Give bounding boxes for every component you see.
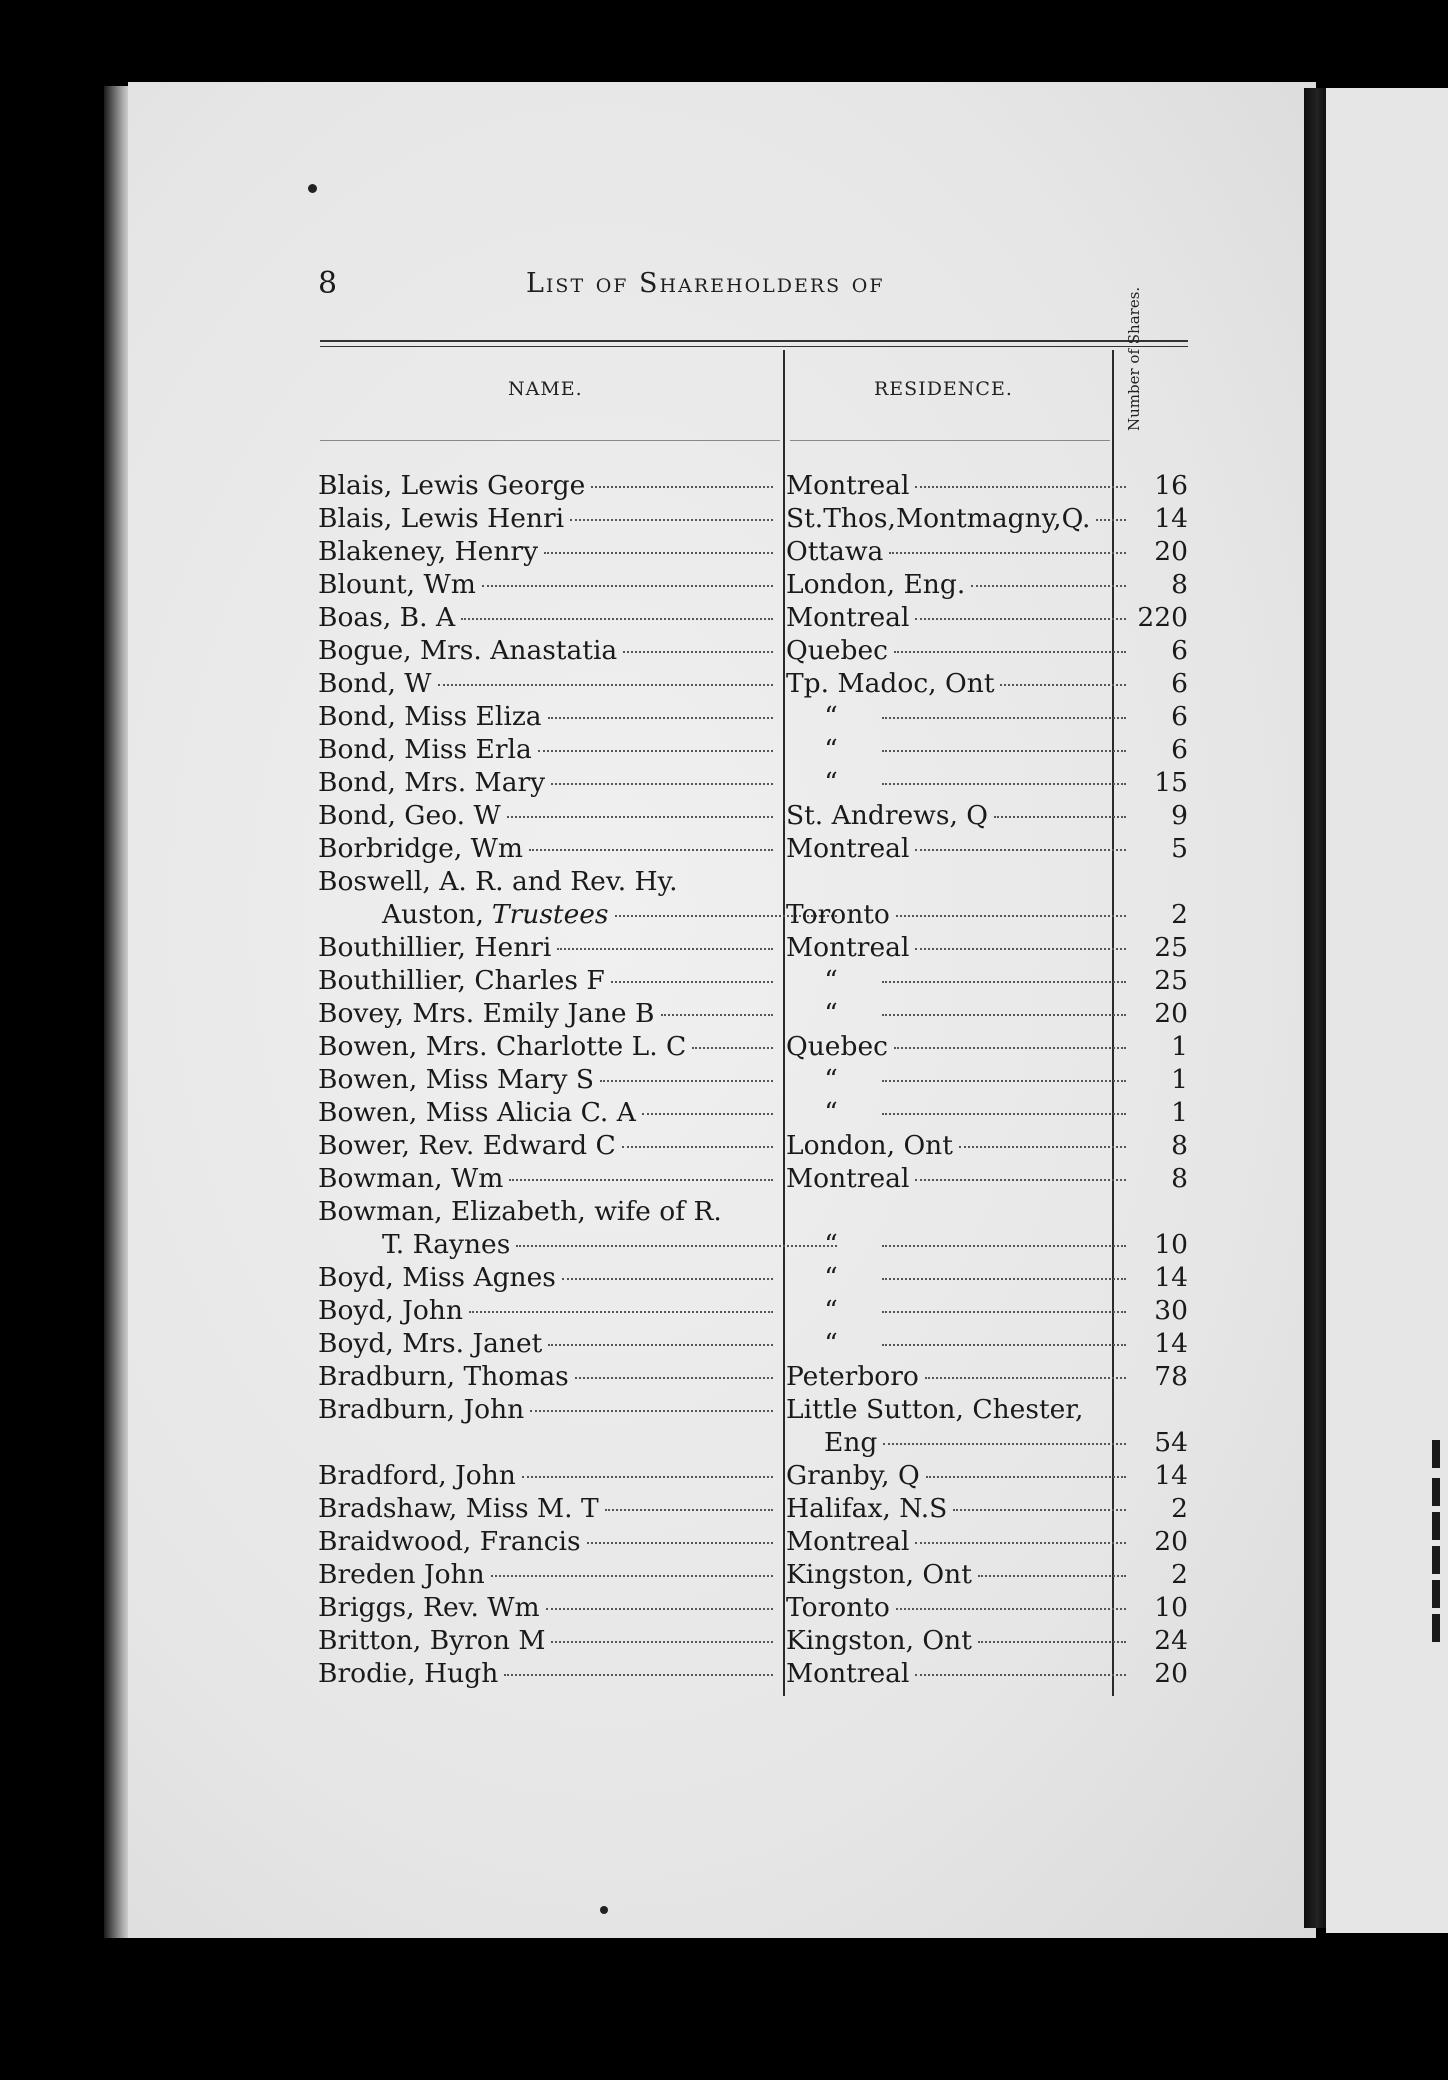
shareholder-residence	[786, 800, 1426, 831]
shareholder-residence-text: “	[824, 1295, 838, 1326]
shareholder-shares: 2	[1171, 1559, 1188, 1590]
dot-leader	[551, 783, 773, 785]
dot-leader	[551, 1641, 773, 1643]
table-row	[318, 1658, 1188, 1691]
dot-leader	[882, 1245, 1126, 1247]
shareholder-residence-text: London, Ont	[786, 1130, 953, 1161]
table-row	[318, 866, 1188, 899]
table-row	[318, 1559, 1188, 1592]
table-row	[318, 1031, 1188, 1064]
shareholder-name	[318, 1592, 773, 1623]
shareholder-name-text: Bradburn, Thomas	[318, 1361, 569, 1392]
shareholder-name-text: Bowen, Miss Alicia C. A	[318, 1097, 636, 1128]
shareholder-name	[318, 470, 773, 501]
shareholder-residence	[786, 767, 1426, 798]
shareholder-name-text: Boyd, John	[318, 1295, 463, 1326]
shareholder-shares: 14	[1154, 1328, 1188, 1359]
shareholder-residence	[786, 833, 1426, 864]
dot-leader	[557, 948, 773, 950]
dot-leader	[915, 1542, 1126, 1544]
dot-leader	[529, 849, 773, 851]
shareholder-name-text: Britton, Byron M	[318, 1625, 546, 1656]
dot-leader	[509, 1179, 773, 1181]
shareholder-name-text: Braidwood, Francis	[318, 1526, 581, 1557]
dot-leader	[611, 981, 773, 983]
shareholder-name	[318, 1526, 773, 1557]
dot-leader	[544, 552, 773, 554]
shareholder-name-text: Bond, W	[318, 668, 432, 699]
table-row	[318, 470, 1188, 503]
table-row	[318, 932, 1188, 965]
dot-leader	[882, 1278, 1126, 1280]
shareholder-shares: 14	[1154, 503, 1188, 534]
adjacent-page-mark	[1432, 1546, 1440, 1574]
shareholder-name	[318, 1328, 773, 1359]
dot-leader	[642, 1113, 773, 1115]
column-header-underline	[790, 440, 1110, 441]
dot-leader	[978, 1641, 1126, 1643]
shareholder-residence	[786, 1064, 1426, 1095]
dot-leader	[882, 981, 1126, 983]
book-gutter	[104, 86, 130, 1938]
table-row	[318, 1163, 1188, 1196]
shareholder-name-text: Boas, B. A	[318, 602, 456, 633]
shareholder-shares: 14	[1154, 1262, 1188, 1293]
shareholder-residence	[786, 1559, 1426, 1590]
table-row	[318, 899, 1188, 932]
table-row	[318, 701, 1188, 734]
shareholder-name	[318, 536, 773, 567]
dot-leader	[623, 651, 773, 653]
shareholder-residence-text: Montreal	[786, 833, 910, 864]
shareholder-residence	[786, 470, 1426, 501]
shareholder-residence	[786, 1031, 1426, 1062]
shareholder-name-text: Boyd, Miss Agnes	[318, 1262, 556, 1293]
dot-leader	[622, 1146, 773, 1148]
shareholder-residence-text: Montreal	[786, 1658, 910, 1689]
shareholder-residence-text: St. Andrews, Q	[786, 800, 989, 831]
shareholder-name	[318, 1031, 773, 1062]
dot-leader	[548, 1344, 773, 1346]
dot-leader	[915, 486, 1126, 488]
table-row	[318, 635, 1188, 668]
shareholder-residence-text: Ottawa	[786, 536, 884, 567]
dot-leader	[546, 1608, 773, 1610]
running-head: List of Shareholders of	[526, 268, 885, 299]
table-row	[318, 965, 1188, 998]
table-row	[318, 1361, 1188, 1394]
shareholder-residence-text: “	[824, 1229, 838, 1260]
shareholder-shares: 8	[1171, 569, 1188, 600]
shareholder-name	[318, 668, 773, 699]
shareholder-residence-text: St.Thos,Montmagny,Q.	[786, 503, 1091, 534]
dot-leader	[522, 1476, 773, 1478]
shareholder-shares: 6	[1171, 668, 1188, 699]
table-row	[318, 1427, 1188, 1460]
shareholder-name	[318, 1625, 773, 1656]
table-row	[318, 1526, 1188, 1559]
dot-leader	[600, 1080, 773, 1082]
dot-leader	[538, 750, 773, 752]
shareholder-shares: 8	[1171, 1130, 1188, 1161]
shareholder-name	[318, 1394, 773, 1425]
shareholder-shares: 1	[1171, 1064, 1188, 1095]
shareholder-name-text: T. Raynes	[382, 1229, 511, 1260]
table-row	[318, 1592, 1188, 1625]
table-row	[318, 1625, 1188, 1658]
shareholder-shares: 25	[1154, 965, 1188, 996]
dot-leader	[994, 816, 1126, 818]
shareholder-name	[318, 734, 773, 765]
shareholder-name	[318, 1295, 773, 1326]
shareholder-residence-text: “	[824, 734, 838, 765]
table-row	[318, 1394, 1188, 1427]
ink-speck	[308, 184, 317, 193]
table-row	[318, 1196, 1188, 1229]
shareholder-name	[318, 767, 773, 798]
shareholder-residence-text: Tp. Madoc, Ont	[786, 668, 995, 699]
dot-leader	[882, 1113, 1126, 1115]
shareholder-shares: 6	[1171, 734, 1188, 765]
dot-leader	[915, 1179, 1126, 1181]
shareholder-shares: 10	[1154, 1592, 1188, 1623]
dot-leader	[925, 1377, 1126, 1379]
table-row	[318, 503, 1188, 536]
shareholder-shares: 220	[1137, 602, 1188, 633]
dot-leader	[530, 1410, 773, 1412]
header-rule-bottom	[320, 346, 1188, 347]
dot-leader	[896, 915, 1126, 917]
shareholder-name-text: Bond, Mrs. Mary	[318, 767, 546, 798]
shareholder-residence	[786, 503, 1426, 534]
shareholder-residence	[786, 1262, 1426, 1293]
shareholder-name	[318, 1262, 773, 1293]
shareholder-name-qualifier: Trustees	[491, 899, 609, 930]
dot-leader	[507, 816, 773, 818]
table-row	[318, 1229, 1188, 1262]
dot-leader	[605, 1509, 773, 1511]
shareholder-name-text: Boyd, Mrs. Janet	[318, 1328, 543, 1359]
dot-leader	[926, 1476, 1126, 1478]
table-row	[318, 1064, 1188, 1097]
adjacent-page-mark	[1432, 1478, 1440, 1506]
shareholder-residence	[786, 1163, 1426, 1194]
shareholder-name	[318, 1097, 773, 1128]
table-row	[318, 1493, 1188, 1526]
shareholder-residence	[786, 602, 1426, 633]
shareholder-shares: 24	[1154, 1625, 1188, 1656]
shareholder-shares: 14	[1154, 1460, 1188, 1491]
dot-leader	[882, 1311, 1126, 1313]
table-row	[318, 1262, 1188, 1295]
shareholder-name-text: Brodie, Hugh	[318, 1658, 499, 1689]
shareholder-name	[318, 833, 773, 864]
shareholder-name-text: Auston,	[382, 899, 484, 930]
shareholder-name	[318, 965, 773, 996]
shareholder-residence	[786, 1295, 1426, 1326]
dot-leader	[491, 1575, 773, 1577]
shareholder-name	[318, 1064, 773, 1095]
table-row	[318, 569, 1188, 602]
shareholder-name-text: Blais, Lewis George	[318, 470, 586, 501]
shareholder-name-text: Bond, Miss Erla	[318, 734, 532, 765]
shareholder-residence	[786, 932, 1426, 963]
table-row	[318, 800, 1188, 833]
shareholder-residence	[786, 1328, 1426, 1359]
shareholder-shares: 8	[1171, 1163, 1188, 1194]
shareholder-residence-text: Toronto	[786, 1592, 890, 1623]
dot-leader	[591, 486, 773, 488]
dot-leader	[562, 1278, 773, 1280]
dot-leader	[971, 585, 1126, 587]
dot-leader	[570, 519, 773, 521]
shareholder-name	[318, 1361, 773, 1392]
table-row	[318, 1460, 1188, 1493]
column-header-name: NAME.	[508, 378, 583, 400]
shareholder-residence	[786, 1658, 1426, 1689]
shareholder-name-text: Bond, Geo. W	[318, 800, 501, 831]
shareholder-name	[318, 800, 773, 831]
shareholder-residence	[786, 536, 1426, 567]
shareholder-residence-text: Montreal	[786, 602, 910, 633]
dot-leader	[438, 684, 773, 686]
shareholder-residence	[786, 1229, 1426, 1260]
shareholder-residence-text: “	[824, 998, 838, 1029]
shareholder-shares: 16	[1154, 470, 1188, 501]
shareholder-residence	[786, 1625, 1426, 1656]
shareholder-shares: 20	[1154, 1658, 1188, 1689]
shareholder-residence-text: Montreal	[786, 932, 910, 963]
dot-leader	[915, 948, 1126, 950]
shareholder-shares: 20	[1154, 1526, 1188, 1557]
shareholder-shares: 15	[1154, 767, 1188, 798]
dot-leader	[915, 618, 1126, 620]
header-rule-top	[320, 340, 1188, 342]
dot-leader	[1000, 684, 1126, 686]
dot-leader	[953, 1509, 1126, 1511]
shareholder-table	[318, 470, 1188, 1691]
shareholder-residence	[786, 1460, 1426, 1491]
shareholder-residence-text: Halifax, N.S	[786, 1493, 948, 1524]
shareholder-name-text: Blount, Wm	[318, 569, 476, 600]
shareholder-name	[318, 1460, 773, 1491]
shareholder-name	[318, 602, 773, 633]
shareholder-residence-text: Granby, Q	[786, 1460, 920, 1491]
adjacent-page-mark	[1432, 1580, 1440, 1608]
shareholder-residence	[786, 635, 1426, 666]
ink-speck	[600, 1906, 608, 1914]
shareholder-residence-text: Little Sutton, Chester,	[786, 1394, 1084, 1425]
shareholder-name-text: Bowen, Mrs. Charlotte L. C	[318, 1031, 687, 1062]
shareholder-residence	[786, 965, 1426, 996]
shareholder-shares: 30	[1154, 1295, 1188, 1326]
shareholder-name-text: Blais, Lewis Henri	[318, 503, 565, 534]
shareholder-name	[318, 932, 773, 963]
shareholder-residence-text: “	[824, 1097, 838, 1128]
table-row	[318, 602, 1188, 635]
shareholder-name	[318, 701, 773, 732]
dot-leader	[461, 618, 773, 620]
table-row	[318, 1328, 1188, 1361]
shareholder-residence	[786, 1097, 1426, 1128]
shareholder-name-text: Bradshaw, Miss M. T	[318, 1493, 599, 1524]
shareholder-residence-text: “	[824, 701, 838, 732]
shareholder-name-text: Bower, Rev. Edward C	[318, 1130, 616, 1161]
shareholder-name-text: Bradford, John	[318, 1460, 516, 1491]
dot-leader	[504, 1674, 773, 1676]
shareholder-residence-text: Kingston, Ont	[786, 1559, 972, 1590]
shareholder-residence-text: Montreal	[786, 470, 910, 501]
shareholder-residence-text: “	[824, 1064, 838, 1095]
shareholder-residence	[786, 1592, 1426, 1623]
shareholder-shares: 10	[1154, 1229, 1188, 1260]
shareholder-residence-text: London, Eng.	[786, 569, 966, 600]
adjacent-page-mark	[1432, 1614, 1440, 1642]
shareholder-name	[318, 899, 837, 930]
shareholder-residence	[786, 1493, 1426, 1524]
table-row	[318, 1295, 1188, 1328]
shareholder-name-text: Bowman, Wm	[318, 1163, 504, 1194]
dot-leader	[882, 717, 1126, 719]
shareholder-name	[318, 1130, 773, 1161]
page-number: 8	[318, 266, 338, 301]
shareholder-name	[318, 998, 773, 1029]
shareholder-shares: 2	[1171, 899, 1188, 930]
table-row	[318, 1130, 1188, 1163]
table-row	[318, 734, 1188, 767]
dot-leader	[889, 552, 1126, 554]
column-header-shares	[1116, 286, 1176, 435]
dot-leader	[894, 1047, 1126, 1049]
table-row	[318, 833, 1188, 866]
shareholder-name-text: Blakeney, Henry	[318, 536, 539, 567]
dot-leader	[575, 1377, 773, 1379]
shareholder-shares: 54	[1154, 1427, 1188, 1458]
shareholder-residence-text: Montreal	[786, 1163, 910, 1194]
dot-leader	[882, 783, 1126, 785]
shareholder-name-text: Bogue, Mrs. Anastatia	[318, 635, 618, 666]
shareholder-name	[318, 1196, 773, 1227]
dot-leader	[882, 1080, 1126, 1082]
shareholder-residence-text: “	[824, 767, 838, 798]
shareholder-name-text: Boswell, A. R. and Rev. Hy.	[318, 866, 678, 897]
shareholder-shares: 78	[1154, 1361, 1188, 1392]
shareholder-name-text: Bouthillier, Charles F	[318, 965, 605, 996]
column-header-residence: RESIDENCE.	[874, 378, 1013, 400]
shareholder-residence	[786, 734, 1426, 765]
dot-leader	[978, 1575, 1126, 1577]
shareholder-residence	[786, 998, 1426, 1029]
table-row	[318, 668, 1188, 701]
dot-leader	[692, 1047, 773, 1049]
dot-leader	[548, 717, 773, 719]
dot-leader	[915, 1674, 1126, 1676]
shareholder-name	[318, 1658, 773, 1689]
shareholder-name	[318, 1229, 837, 1260]
shareholder-shares: 20	[1154, 536, 1188, 567]
shareholder-residence-text: Kingston, Ont	[786, 1625, 972, 1656]
column-header-underline	[320, 440, 780, 441]
shareholder-shares: 6	[1171, 635, 1188, 666]
shareholder-residence-text: “	[824, 1328, 838, 1359]
shareholder-residence	[786, 1526, 1426, 1557]
table-row	[318, 1097, 1188, 1130]
page-header	[318, 264, 1098, 310]
dot-leader	[896, 1608, 1126, 1610]
shareholder-name-text: Bowman, Elizabeth, wife of R.	[318, 1196, 722, 1227]
shareholder-shares: 6	[1171, 701, 1188, 732]
shareholder-name-text: Bouthillier, Henri	[318, 932, 552, 963]
dot-leader	[661, 1014, 773, 1016]
shareholder-residence	[786, 569, 1426, 600]
shareholder-name-text: Briggs, Rev. Wm	[318, 1592, 540, 1623]
shareholder-residence	[786, 1361, 1426, 1392]
dot-leader	[469, 1311, 773, 1313]
shareholder-name	[318, 1163, 773, 1194]
table-row	[318, 767, 1188, 800]
shareholder-residence-text: Peterboro	[786, 1361, 919, 1392]
shareholder-name	[318, 503, 773, 534]
shareholder-name	[318, 1559, 773, 1590]
dot-leader	[882, 1014, 1126, 1016]
dot-leader	[482, 585, 773, 587]
shareholder-name-text: Bradburn, John	[318, 1394, 525, 1425]
shareholder-residence-text: Eng	[824, 1427, 878, 1458]
shareholder-residence	[786, 899, 1426, 930]
column-header-shares-label: Number of Shares.	[1125, 286, 1143, 431]
shareholder-residence-text: Montreal	[786, 1526, 910, 1557]
shareholder-shares: 25	[1154, 932, 1188, 963]
shareholder-residence-text: Quebec	[786, 635, 888, 666]
shareholder-name	[318, 569, 773, 600]
shareholder-residence-text: “	[824, 1262, 838, 1293]
shareholder-shares: 5	[1171, 833, 1188, 864]
shareholder-residence-text: “	[824, 965, 838, 996]
shareholder-residence	[786, 1394, 1426, 1425]
dot-leader	[587, 1542, 773, 1544]
shareholder-shares: 20	[1154, 998, 1188, 1029]
dot-leader	[894, 651, 1126, 653]
dot-leader	[959, 1146, 1126, 1148]
dot-leader	[882, 750, 1126, 752]
shareholder-shares: 9	[1171, 800, 1188, 831]
dot-leader	[883, 1443, 1126, 1445]
shareholder-residence	[786, 1130, 1426, 1161]
adjacent-page-mark	[1432, 1512, 1440, 1540]
shareholder-shares: 1	[1171, 1031, 1188, 1062]
shareholder-name-text: Bowen, Miss Mary S	[318, 1064, 595, 1095]
shareholder-residence	[786, 668, 1426, 699]
shareholder-name-text: Borbridge, Wm	[318, 833, 524, 864]
shareholder-shares: 1	[1171, 1097, 1188, 1128]
dot-leader	[915, 849, 1126, 851]
dot-leader	[882, 1344, 1126, 1346]
shareholder-shares: 2	[1171, 1493, 1188, 1524]
shareholder-name-text: Bond, Miss Eliza	[318, 701, 542, 732]
shareholder-name	[318, 1493, 773, 1524]
shareholder-name-text: Bovey, Mrs. Emily Jane B	[318, 998, 655, 1029]
shareholder-residence	[786, 701, 1426, 732]
shareholder-residence-text: Toronto	[786, 899, 890, 930]
shareholder-name-text: Breden John	[318, 1559, 485, 1590]
shareholder-name	[318, 635, 773, 666]
table-row	[318, 536, 1188, 569]
shareholder-name	[318, 866, 773, 897]
shareholder-residence-text: Quebec	[786, 1031, 888, 1062]
table-row	[318, 998, 1188, 1031]
